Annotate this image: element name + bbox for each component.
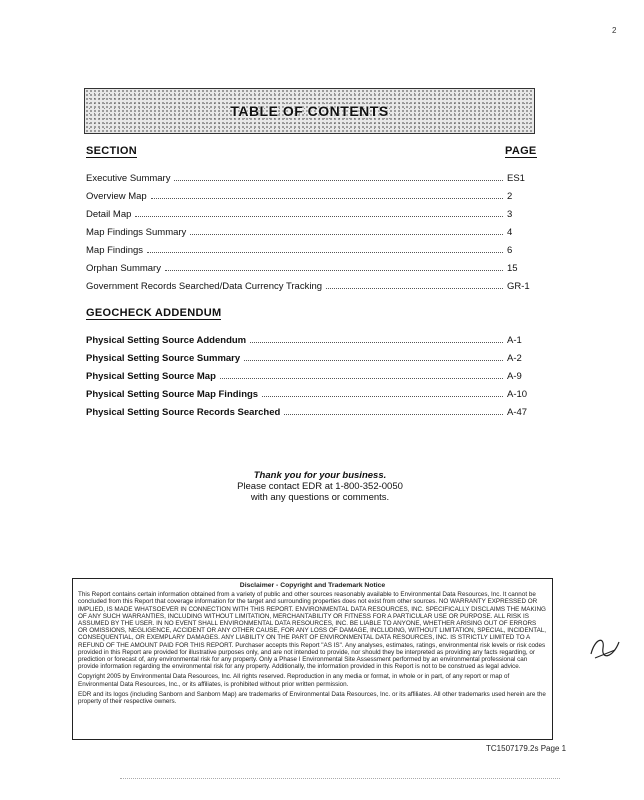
thanks-line: Thank you for your business.: [253, 470, 387, 481]
toc-label: Government Records Searched/Data Currency Tracking: [86, 281, 323, 292]
geocheck-header: GEOCHECK ADDENDUM: [86, 307, 222, 319]
toc-page: 6: [507, 245, 513, 256]
toc-row: [86, 370, 535, 384]
toc-row: [86, 334, 535, 348]
questions-line: with any questions or comments.: [250, 492, 390, 503]
toc-row: [86, 352, 535, 366]
toc-label: Physical Setting Source Addendum: [86, 335, 247, 346]
toc-row: [86, 226, 535, 240]
handwritten-mark: [585, 628, 625, 668]
toc-label: Physical Setting Source Records Searched: [86, 407, 281, 418]
toc-page: A-1: [507, 335, 522, 346]
contact-line: Please contact EDR at 1-800-352-0050: [237, 481, 403, 492]
toc-row: [86, 262, 535, 276]
title-banner: [84, 88, 535, 134]
toc-label: Physical Setting Source Map: [86, 371, 216, 382]
toc-label: Executive Summary: [86, 173, 171, 184]
toc-label: Map Findings Summary: [86, 227, 187, 238]
toc-page: 2: [507, 191, 513, 202]
toc-label: Overview Map: [86, 191, 147, 202]
toc-row: [86, 280, 535, 294]
toc-row: [86, 190, 535, 204]
toc-row: [86, 172, 535, 186]
toc-page: GR-1: [507, 281, 530, 292]
toc-label: Physical Setting Source Summary: [86, 353, 241, 364]
page-header: PAGE: [505, 145, 537, 157]
toc-page: A-10: [507, 389, 528, 400]
section-header: SECTION: [86, 145, 137, 157]
toc-row: [86, 208, 535, 222]
toc-label: Physical Setting Source Map Findings: [86, 389, 259, 400]
toc-page: ES1: [507, 173, 525, 184]
toc-page: 4: [507, 227, 513, 238]
toc-label: Orphan Summary: [86, 263, 161, 274]
toc-row: [86, 244, 535, 258]
top-page-number: 2: [612, 26, 617, 35]
toc-page: 15: [507, 263, 518, 274]
toc-row: [86, 388, 535, 402]
toc-label: Map Findings: [86, 245, 144, 256]
copyright-text: Copyright 2005 by Environmental Data Resources, Inc. All rights reserved. Reproduction in any media or format, in whole or in part, of any report or map of Environmental Data Resources, Inc., or its affiliates, is prohibited without prior written permission.: [78, 673, 510, 688]
trademark-text: EDR and its logos (including Sanborn and Sanborn Map) are trademarks of Environmental Data Resources, Inc. or its affiliates. All other trademarks used herein are the property of their respective owners.: [78, 690, 546, 706]
toc-label: Detail Map: [86, 209, 132, 220]
toc-page: A-2: [507, 353, 522, 364]
toc-page: A-47: [507, 407, 528, 418]
footer-page-info: TC1507179.2s Page 1: [486, 744, 567, 753]
disclaimer-title: Disclaimer - Copyright and Trademark Notice: [239, 582, 386, 589]
page-title: TABLE OF CONTENTS: [230, 103, 389, 119]
scan-specks: [120, 778, 560, 779]
toc-page: A-9: [507, 371, 522, 382]
toc-row: [86, 406, 535, 420]
disclaimer-box: [72, 578, 553, 740]
disclaimer-text: This Report contains certain information obtained from a variety of public and other sources reasonably available to Environmental Data Resources, Inc. It cannot be concluded from this Report that coverage information for the target and surrounding properties does not exist from other sources. NO WARRANTY EXPRESSED OR IMPLIED, IS MADE WHATSOEVER IN CONNECTION WITH THIS REPORT. ENVIRONMENTAL DATA RESOURCES, INC. SPECIFICALLY DISCLAIMS THE MAKING OF ANY SUCH WARRANTIES, INCLUDING WITHOUT LIMITATION, MERCHANTABILITY OR FITNESS FOR A PARTICULAR USE OR PURPOSE. ALL RISK IS ASSUMED BY THE USER. IN NO EVENT SHALL ENVIRONMENTAL DATA RESOURCES, INC. BE LIABLE TO ANYONE, WHETHER ARISING OUT OF ERRORS OR OMISSIONS, NEGLIGENCE, ACCIDENT OR ANY OTHER CAUSE, FOR ANY LOSS OF DAMAGE, INCLUDING, WITHOUT LIMITATION, SPECIAL, INCIDENTAL, CONSEQUENTIAL, OR EXEMPLARY DAMAGES. ANY LIABILITY ON THE PART OF ENVIRONMENTAL DATA RESOURCES, INC. IS STRICTLY LIMITED TO A REFUND OF THE AMOUNT PAID FOR THIS REPORT. Purchaser accepts this Report "AS IS". Any analyses, estimates, ratings, environmental risk levels or risk codes provided in this Report are provided for illustrative purposes only, and are not intended to provide, nor should they be interpreted as providing any facts regarding, or prediction or forecast of, any environmental risk for any property. Only a Phase I Environmental Site Assessment performed by an environmental professional can provide information regarding the environmental risk for any property. Additionally, the information provided in this Report is not to be construed as legal advice.: [78, 591, 547, 671]
toc-page: 3: [507, 209, 513, 220]
